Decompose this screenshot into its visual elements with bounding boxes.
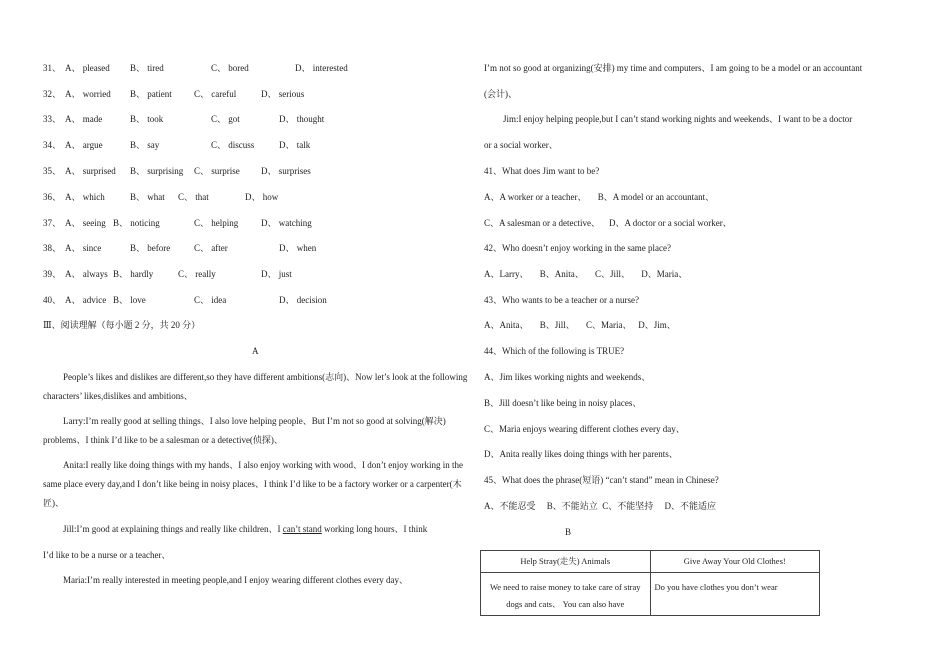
option-a: A、 since (65, 243, 102, 253)
option-d: D、 surprises (261, 166, 311, 176)
question-42-options: A、Larry、 B、Anita、 C、Jill、 D、Maria、 (484, 269, 688, 279)
underlined-phrase: can’t stand (282, 524, 322, 534)
passage-a-jill (63, 525, 427, 534)
option-a: A、 which (65, 192, 105, 202)
table-row (481, 551, 820, 573)
question-number: 34、 (43, 140, 62, 150)
jill-text-2: working long hours、I think (321, 524, 428, 534)
option-d: D、 when (279, 243, 317, 253)
question-number: 31、 (43, 63, 62, 73)
option-d: D、 talk (279, 140, 311, 150)
passage-a-anita (43, 456, 468, 513)
notice-title-stray-animals: Help Stray(走失) Animals (481, 551, 651, 573)
passage-a-label: A (252, 346, 259, 356)
option-a: A、 surprised (65, 166, 116, 176)
option-c: C、 that (178, 192, 209, 202)
option-c: C、 bored (211, 63, 249, 73)
question-number: 38、 (43, 243, 62, 253)
maria-continued-1: I’m not so good at organizing(安排) my time and computers、I am going to be a model or an accountant (484, 63, 863, 73)
option-a: A、 made (65, 114, 103, 124)
passage-a-maria: Maria:I’m really interested in meeting people,and I enjoy wearing different clothes every day、 (63, 575, 408, 585)
question-44-option-d: D、Anita really likes doing things with her parents、 (484, 449, 678, 459)
larry-text: Larry:I’m really good at selling things、I also love helping people、But I’m not so good at solving(解决) problems、I think I’d like to be a salesman or a detective(侦探)、 (43, 416, 446, 445)
option-d: D、 decision (279, 295, 327, 305)
section-heading: Ⅲ、阅读理解（每小题 2 分，共 20 分） (43, 320, 201, 330)
option-d: D、 serious (261, 89, 305, 99)
notice-title-old-clothes: Give Away Your Old Clothes! (650, 551, 820, 573)
option-c: C、 surprise (194, 166, 240, 176)
question-42: 42、Who doesn’t enjoy working in the same place? (484, 243, 672, 253)
option-a: A、 argue (65, 140, 103, 150)
question-45: 45、What does the phrase(短语) “can’t stand” mean in Chinese? (484, 475, 719, 485)
option-a: A、 worried (65, 89, 111, 99)
option-c: C、 careful (194, 89, 237, 99)
question-41: 41、What does Jim want to be? (484, 166, 600, 176)
anita-text: Anita:I really like doing things with my hands、I also enjoy working with wood、I don’t enjoy working in the same place every day,and I don’t like being in noisy places、I think I’d like to be a factory worker or a carpenter(木匠)、 (43, 460, 464, 508)
option-c: C、 got (211, 114, 240, 124)
option-d: D、 watching (261, 218, 312, 228)
option-c: C、 discuss (211, 140, 255, 150)
option-d: D、 just (261, 269, 292, 279)
question-44-option-a: A、Jim likes working nights and weekends、 (484, 372, 651, 382)
notice-table (480, 550, 820, 616)
option-b: B、 noticing (113, 218, 160, 228)
option-b: B、 patient (130, 89, 172, 99)
question-44-option-c: C、Maria enjoys wearing different clothes every day、 (484, 424, 685, 434)
question-41-options-ab: A、A worker or a teacher、 B、A model or an accountant、 (484, 192, 715, 202)
question-number: 40、 (43, 295, 62, 305)
question-number: 39、 (43, 269, 62, 279)
passage-b-label: B (565, 527, 572, 537)
jill-text-1: Jill:I’m good at explaining things and really like children、I (63, 524, 283, 534)
option-c: C、 after (194, 243, 228, 253)
question-number: 36、 (43, 192, 62, 202)
jim-text-2: or a social worker、 (484, 140, 558, 150)
maria-continued-2: (会计)、 (484, 89, 517, 99)
option-b: B、 took (130, 114, 164, 124)
option-a: A、 pleased (65, 63, 110, 73)
question-number: 32、 (43, 89, 62, 99)
passage-a-intro (43, 368, 468, 406)
option-b: B、 surprising (130, 166, 184, 176)
option-a: A、 seeing (65, 218, 106, 228)
question-43-options: A、Anita、 B、Jill、 C、Maria、 D、Jim、 (484, 320, 676, 330)
question-45-options: A、不能忍受 B、不能站立 C、不能坚持 D、不能适应 (484, 501, 717, 511)
jim-text-1: Jim:I enjoy helping people,but I can’t stand working nights and weekends、I want to be a doctor (503, 114, 853, 124)
option-a: A、 advice (65, 295, 107, 305)
passage-a-larry (43, 412, 468, 450)
notice-body-stray-animals: We need to raise money to take care of stray dogs and cats、 You can also have (481, 573, 651, 616)
option-b: B、 hardly (113, 269, 154, 279)
question-41-options-cd: C、A salesman or a detective、 D、A doctor or a social worker、 (484, 218, 732, 228)
option-b: B、 before (130, 243, 171, 253)
option-d: D、 how (245, 192, 279, 202)
question-number: 33、 (43, 114, 62, 124)
question-number: 35、 (43, 166, 62, 176)
option-b: B、 tired (130, 63, 164, 73)
option-d: D、 thought (279, 114, 325, 124)
notice-body-old-clothes: Do you have clothes you don’t wear (650, 573, 820, 616)
table-row (481, 573, 820, 616)
option-a: A、 always (65, 269, 108, 279)
option-b: B、 say (130, 140, 160, 150)
option-b: B、 what (130, 192, 165, 202)
question-43: 43、Who wants to be a teacher or a nurse? (484, 295, 639, 305)
question-44: 44、Which of the following is TRUE? (484, 346, 625, 356)
option-d: D、 interested (295, 63, 348, 73)
passage-a-jill-cont: I’d like to be a nurse or a teacher、 (43, 550, 171, 560)
option-c: C、 helping (194, 218, 239, 228)
option-b: B、 love (113, 295, 146, 305)
option-c: C、 idea (194, 295, 227, 305)
passage-a-intro-text: People’s likes and dislikes are different,so they have different ambitions(志向)、Now let’s look at the following characters’ likes,dislikes and ambitions、 (43, 372, 468, 401)
question-number: 37、 (43, 218, 62, 228)
option-c: C、 really (178, 269, 216, 279)
question-44-option-b: B、Jill doesn’t like being in noisy places、 (484, 398, 642, 408)
